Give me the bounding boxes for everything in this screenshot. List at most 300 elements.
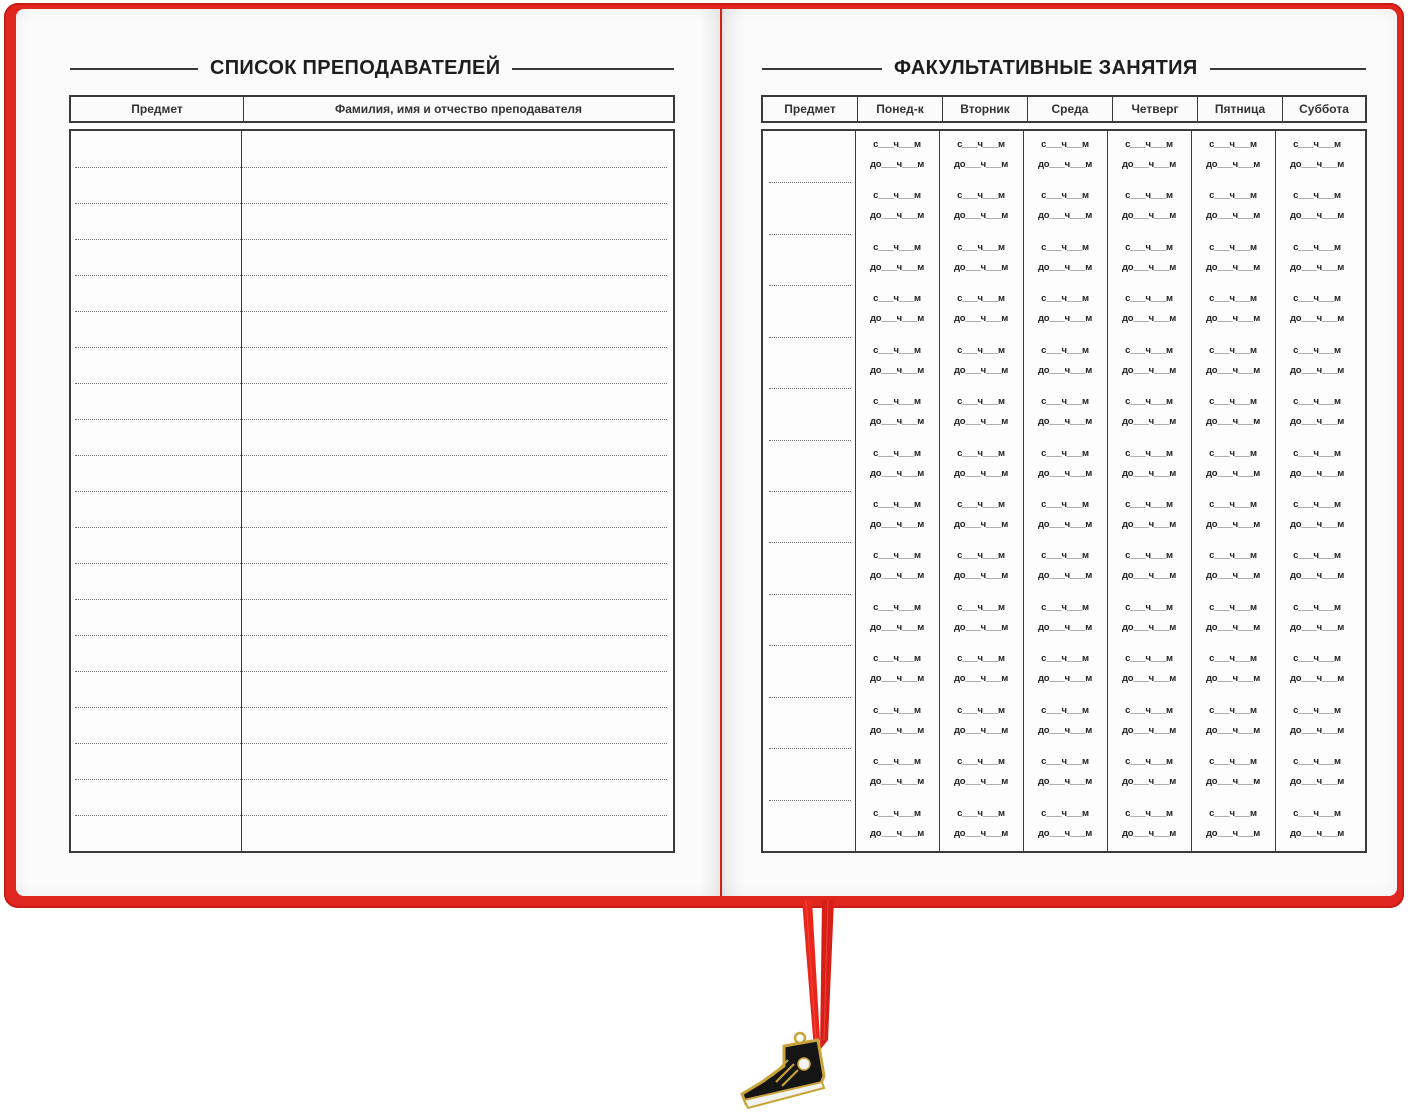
time-to-label: до___ч___м [1121,570,1177,581]
time-from-label: с___ч___м [873,705,921,716]
time-from-label: с___ч___м [1041,293,1089,304]
time-to-label: до___ч___м [1289,519,1345,530]
time-to-label: до___ч___м [1037,262,1093,273]
time-from-label: с___ч___м [1125,808,1173,819]
time-slot-cell [941,341,1021,381]
time-slot-cell [1025,392,1105,432]
electives-table [761,129,1367,853]
time-to-label: до___ч___м [869,416,925,427]
time-from-label: с___ч___м [1125,550,1173,561]
time-slot-cell [1277,495,1357,535]
teacher-row-line [75,779,667,780]
time-to-label: до___ч___м [1037,468,1093,479]
time-from-label: с___ч___м [1125,139,1173,150]
time-from-label: с___ч___м [1041,345,1089,356]
teacher-row-line [75,563,667,564]
time-from-label: с___ч___м [957,242,1005,253]
time-from-label: с___ч___м [957,653,1005,664]
header-day-5: Пятница [1198,97,1283,121]
time-from-label: с___ч___м [1293,293,1341,304]
subject-row-line [769,748,851,749]
time-from-label: с___ч___м [1209,499,1257,510]
time-to-label: до___ч___м [953,416,1009,427]
time-from-label: с___ч___м [1041,448,1089,459]
left-header-row [69,95,675,123]
time-to-label: до___ч___м [1289,725,1345,736]
time-to-label: до___ч___м [1205,570,1261,581]
time-to-label: до___ч___м [953,570,1009,581]
time-slot-cell [857,289,937,329]
teacher-row-line [75,743,667,744]
time-slot-cell [857,135,937,175]
time-slot-cell [1277,546,1357,586]
time-slot-cell [1025,186,1105,226]
teacher-row-line [75,491,667,492]
time-slot-cell [1193,289,1273,329]
time-to-label: до___ч___м [1289,262,1345,273]
time-from-label: с___ч___м [1293,190,1341,201]
time-from-label: с___ч___м [957,705,1005,716]
time-to-label: до___ч___м [1121,313,1177,324]
time-to-label: до___ч___м [953,262,1009,273]
subject-row-line [769,337,851,338]
sneaker-charm-icon [738,1030,830,1110]
time-slot-cell [857,598,937,638]
time-from-label: с___ч___м [1041,190,1089,201]
time-from-label: с___ч___м [1041,499,1089,510]
header-day-1: Понед-к [858,97,943,121]
time-slot-cell [1193,186,1273,226]
time-from-label: с___ч___м [957,448,1005,459]
time-from-label: с___ч___м [873,550,921,561]
time-slot-cell [857,341,937,381]
time-from-label: с___ч___м [1041,242,1089,253]
subject-row-line [769,697,851,698]
title-rule-right [512,68,674,70]
time-slot-cell [1109,135,1189,175]
time-to-label: до___ч___м [1289,365,1345,376]
time-slot-cell [1193,341,1273,381]
time-to-label: до___ч___м [1205,416,1261,427]
teacher-row-line [75,383,667,384]
subject-row-line [769,645,851,646]
time-to-label: до___ч___м [1037,570,1093,581]
time-slot-cell [1025,289,1105,329]
time-from-label: с___ч___м [873,345,921,356]
time-to-label: до___ч___м [1037,828,1093,839]
time-from-label: с___ч___м [1293,345,1341,356]
time-from-label: с___ч___м [957,345,1005,356]
teacher-row-line [75,527,667,528]
time-slot-cell [1277,289,1357,329]
header-teacher-name: Фамилия, имя и отчество преподавателя [335,102,582,116]
time-from-label: с___ч___м [957,293,1005,304]
teacher-row-line [75,167,667,168]
subject-row-line [769,491,851,492]
right-page-title-text: ФАКУЛЬТАТИВНЫЕ ЗАНЯТИЯ [894,57,1198,79]
time-slot-cell [1109,701,1189,741]
time-from-label: с___ч___м [873,653,921,664]
time-from-label: с___ч___м [1209,190,1257,201]
time-slot-cell [941,186,1021,226]
time-slot-cell [1109,804,1189,844]
subject-row-line [769,234,851,235]
header-day-2: Вторник [943,97,1028,121]
time-slot-cell [1277,444,1357,484]
time-to-label: до___ч___м [1205,262,1261,273]
time-from-label: с___ч___м [873,756,921,767]
time-slot-cell [1193,546,1273,586]
time-from-label: с___ч___м [957,396,1005,407]
time-slot-cell [1193,495,1273,535]
time-from-label: с___ч___м [1209,293,1257,304]
time-to-label: до___ч___м [869,776,925,787]
time-to-label: до___ч___м [953,725,1009,736]
day-column-divider [1191,131,1192,851]
time-slot-cell [1109,598,1189,638]
time-from-label: с___ч___м [957,190,1005,201]
time-to-label: до___ч___м [1205,622,1261,633]
subject-row-line [769,594,851,595]
time-from-label: с___ч___м [1209,448,1257,459]
time-to-label: до___ч___м [1121,468,1177,479]
time-slot-cell [1025,598,1105,638]
time-to-label: до___ч___м [1037,725,1093,736]
teacher-row-line [75,455,667,456]
time-to-label: до___ч___м [1121,725,1177,736]
time-to-label: до___ч___м [1205,776,1261,787]
time-to-label: до___ч___м [1205,828,1261,839]
time-slot-cell [857,546,937,586]
time-to-label: до___ч___м [869,262,925,273]
time-slot-cell [1025,546,1105,586]
time-slot-cell [1025,341,1105,381]
time-to-label: до___ч___м [1037,776,1093,787]
time-to-label: до___ч___м [869,519,925,530]
time-to-label: до___ч___м [869,622,925,633]
time-from-label: с___ч___м [1209,550,1257,561]
time-slot-cell [941,392,1021,432]
time-from-label: с___ч___м [1293,808,1341,819]
time-slot-cell [857,752,937,792]
time-from-label: с___ч___м [873,242,921,253]
time-from-label: с___ч___м [873,808,921,819]
time-slot-cell [1109,649,1189,689]
time-to-label: до___ч___м [869,159,925,170]
time-slot-cell [1109,289,1189,329]
time-to-label: до___ч___м [869,570,925,581]
time-to-label: до___ч___м [1289,673,1345,684]
time-from-label: с___ч___м [1293,550,1341,561]
time-slot-cell [857,649,937,689]
time-slot-cell [1277,701,1357,741]
time-to-label: до___ч___м [1037,416,1093,427]
time-from-label: с___ч___м [1041,808,1089,819]
subject-row-line [769,285,851,286]
time-from-label: с___ч___м [1125,242,1173,253]
time-from-label: с___ч___м [1125,653,1173,664]
time-slot-cell [1109,186,1189,226]
time-from-label: с___ч___м [957,499,1005,510]
time-to-label: до___ч___м [1037,519,1093,530]
time-to-label: до___ч___м [869,828,925,839]
time-slot-cell [857,392,937,432]
time-slot-cell [857,444,937,484]
time-to-label: до___ч___м [953,828,1009,839]
time-to-label: до___ч___м [869,468,925,479]
time-slot-cell [1193,598,1273,638]
time-from-label: с___ч___м [1293,705,1341,716]
time-to-label: до___ч___м [1289,828,1345,839]
time-slot-cell [1193,649,1273,689]
left-page [16,9,720,896]
time-from-label: с___ч___м [1209,705,1257,716]
time-to-label: до___ч___м [1289,468,1345,479]
time-slot-cell [941,135,1021,175]
time-slot-cell [1277,804,1357,844]
time-from-label: с___ч___м [873,396,921,407]
time-from-label: с___ч___м [1209,139,1257,150]
time-slot-cell [1109,444,1189,484]
time-to-label: до___ч___м [1205,313,1261,324]
time-from-label: с___ч___м [1209,808,1257,819]
time-to-label: до___ч___м [1121,159,1177,170]
time-to-label: до___ч___м [1121,828,1177,839]
time-slot-cell [857,238,937,278]
left-page-title-text: СПИСОК ПРЕПОДАВАТЕЛЕЙ [210,57,501,79]
time-slot-cell [1193,392,1273,432]
teacher-row-line [75,347,667,348]
time-to-label: до___ч___м [953,210,1009,221]
time-to-label: до___ч___м [1121,673,1177,684]
time-slot-cell [1193,752,1273,792]
time-from-label: с___ч___м [1041,653,1089,664]
time-from-label: с___ч___м [1125,756,1173,767]
time-from-label: с___ч___м [1293,499,1341,510]
teacher-row-line [75,419,667,420]
time-from-label: с___ч___м [957,808,1005,819]
header-subject: Предмет [763,97,858,121]
time-to-label: до___ч___м [1205,210,1261,221]
time-to-label: до___ч___м [1121,776,1177,787]
time-to-label: до___ч___м [953,776,1009,787]
day-column-divider [1275,131,1276,851]
time-slot-cell [941,649,1021,689]
time-from-label: с___ч___м [1293,242,1341,253]
time-slot-cell [1277,598,1357,638]
time-slot-cell [1109,392,1189,432]
time-slot-cell [1277,238,1357,278]
time-slot-cell [1277,341,1357,381]
teacher-row-line [75,671,667,672]
time-slot-cell [1025,495,1105,535]
time-from-label: с___ч___м [1041,602,1089,613]
time-from-label: с___ч___м [1209,653,1257,664]
time-to-label: до___ч___м [953,673,1009,684]
subject-row-line [769,182,851,183]
header-subject: Предмет [71,97,244,121]
time-from-label: с___ч___м [1209,396,1257,407]
time-to-label: до___ч___м [953,365,1009,376]
time-from-label: с___ч___м [1041,756,1089,767]
time-slot-cell [941,495,1021,535]
time-from-label: с___ч___м [1125,293,1173,304]
teacher-row-line [75,239,667,240]
day-column-divider [1107,131,1108,851]
time-from-label: с___ч___м [873,139,921,150]
time-to-label: до___ч___м [869,365,925,376]
time-slot-cell [1025,804,1105,844]
time-to-label: до___ч___м [1037,313,1093,324]
time-slot-cell [1025,135,1105,175]
time-slot-cell [941,238,1021,278]
title-rule-right [1210,68,1366,70]
subject-row-line [769,800,851,801]
time-to-label: до___ч___м [953,468,1009,479]
time-from-label: с___ч___м [957,602,1005,613]
time-from-label: с___ч___м [873,293,921,304]
teacher-row-line [75,707,667,708]
teacher-row-line [75,815,667,816]
time-to-label: до___ч___м [1121,210,1177,221]
time-slot-cell [1277,135,1357,175]
teacher-row-line [75,275,667,276]
time-from-label: с___ч___м [1125,499,1173,510]
time-to-label: до___ч___м [953,519,1009,530]
time-to-label: до___ч___м [1205,673,1261,684]
time-from-label: с___ч___м [1293,396,1341,407]
time-slot-cell [857,495,937,535]
header-day-3: Среда [1028,97,1113,121]
time-to-label: до___ч___м [1121,416,1177,427]
time-from-label: с___ч___м [1041,705,1089,716]
time-from-label: с___ч___м [873,448,921,459]
time-to-label: до___ч___м [1121,365,1177,376]
time-to-label: до___ч___м [869,673,925,684]
time-from-label: с___ч___м [1209,756,1257,767]
time-to-label: до___ч___м [1205,159,1261,170]
time-from-label: с___ч___м [873,602,921,613]
time-to-label: до___ч___м [1037,365,1093,376]
time-from-label: с___ч___м [1293,653,1341,664]
time-slot-cell [1109,495,1189,535]
time-from-label: с___ч___м [1293,139,1341,150]
time-to-label: до___ч___м [1289,570,1345,581]
header-day-6: Суббота [1299,102,1349,116]
time-slot-cell [941,701,1021,741]
time-to-label: до___ч___м [1037,159,1093,170]
time-to-label: до___ч___м [869,210,925,221]
time-from-label: с___ч___м [957,139,1005,150]
time-from-label: с___ч___м [873,190,921,201]
time-from-label: с___ч___м [1125,190,1173,201]
time-to-label: до___ч___м [1289,416,1345,427]
time-from-label: с___ч___м [1293,448,1341,459]
time-to-label: до___ч___м [1289,210,1345,221]
time-from-label: с___ч___м [1209,345,1257,356]
day-column-divider [1023,131,1024,851]
time-from-label: с___ч___м [1041,550,1089,561]
time-slot-cell [1277,752,1357,792]
time-slot-cell [941,804,1021,844]
time-to-label: до___ч___м [1037,673,1093,684]
time-slot-cell [1025,649,1105,689]
time-from-label: с___ч___м [1125,345,1173,356]
time-to-label: до___ч___м [1121,622,1177,633]
time-slot-cell [1109,341,1189,381]
time-slot-cell [1025,444,1105,484]
time-slot-cell [857,804,937,844]
time-from-label: с___ч___м [1209,602,1257,613]
time-slot-cell [1025,752,1105,792]
left-page-title [70,57,674,80]
time-to-label: до___ч___м [1121,519,1177,530]
time-slot-cell [941,598,1021,638]
day-column-divider [855,131,856,851]
time-to-label: до___ч___м [1121,262,1177,273]
time-from-label: с___ч___м [1041,396,1089,407]
time-from-label: с___ч___м [1209,242,1257,253]
time-slot-cell [1109,546,1189,586]
time-slot-cell [1109,752,1189,792]
right-page-title [762,57,1366,80]
time-slot-cell [941,752,1021,792]
subject-row-line [769,388,851,389]
time-to-label: до___ч___м [869,725,925,736]
teacher-row-line [75,635,667,636]
time-slot-cell [1109,238,1189,278]
time-slot-cell [941,546,1021,586]
time-to-label: до___ч___м [1289,776,1345,787]
time-slot-cell [1193,444,1273,484]
time-slot-cell [1025,238,1105,278]
time-to-label: до___ч___м [1037,622,1093,633]
time-to-label: до___ч___м [1205,725,1261,736]
time-slot-cell [941,289,1021,329]
time-from-label: с___ч___м [1125,396,1173,407]
time-slot-cell [1277,649,1357,689]
header-day-4: Четверг [1113,97,1198,121]
time-slot-cell [1277,186,1357,226]
time-slot-cell [1025,701,1105,741]
time-to-label: до___ч___м [953,159,1009,170]
time-from-label: с___ч___м [1125,448,1173,459]
time-from-label: с___ч___м [1125,602,1173,613]
right-page [722,9,1397,896]
teacher-list-table [69,129,675,853]
time-from-label: с___ч___м [1041,139,1089,150]
time-to-label: до___ч___м [869,313,925,324]
title-rule-left [762,68,882,70]
day-column-divider [939,131,940,851]
teacher-row-line [75,311,667,312]
time-slot-cell [941,444,1021,484]
time-slot-cell [1193,135,1273,175]
time-from-label: с___ч___м [1125,705,1173,716]
time-slot-cell [1193,701,1273,741]
time-to-label: до___ч___м [1205,365,1261,376]
time-slot-cell [857,186,937,226]
teacher-row-line [75,203,667,204]
time-from-label: с___ч___м [1293,602,1341,613]
time-slot-cell [1193,804,1273,844]
time-slot-cell [1277,392,1357,432]
time-to-label: до___ч___м [1289,159,1345,170]
subject-row-line [769,440,851,441]
electives-header-row [761,95,1367,123]
time-from-label: с___ч___м [957,550,1005,561]
teacher-row-line [75,599,667,600]
